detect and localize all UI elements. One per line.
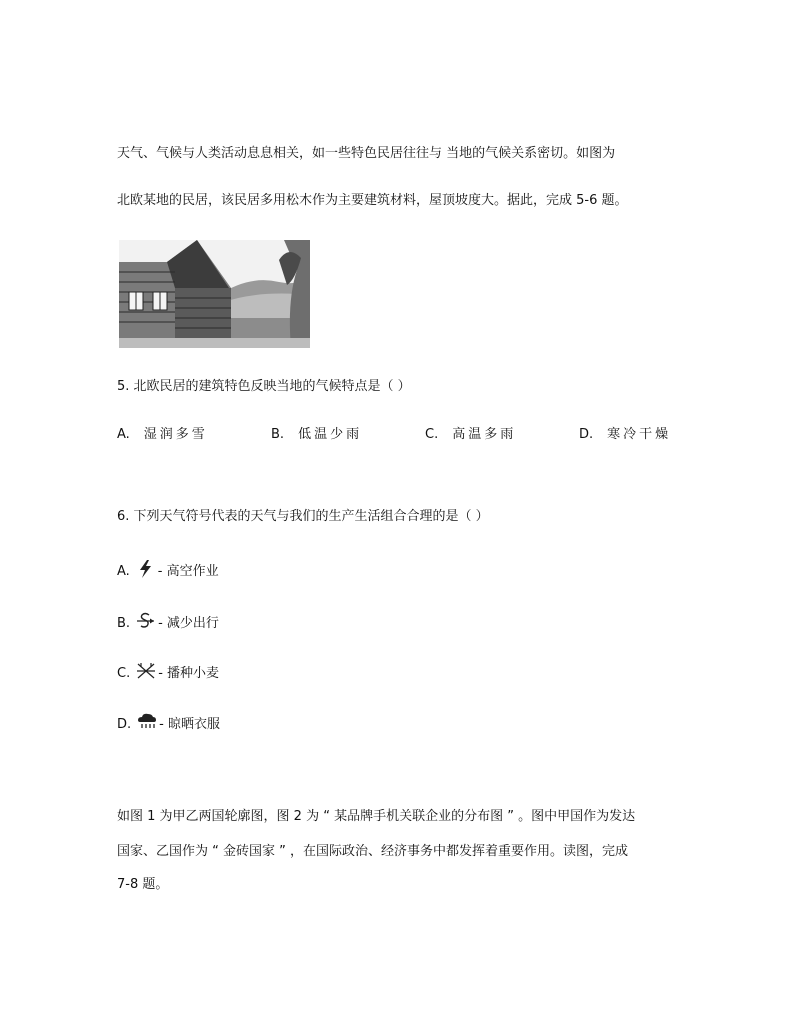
- nordic-house-photo: [119, 240, 310, 348]
- option-label: C.: [117, 666, 131, 681]
- q5-option-a[interactable]: [117, 426, 208, 444]
- intro2-line-3: 7-8 题。: [117, 877, 169, 892]
- option-text: 寒冷干燥: [607, 427, 672, 442]
- option-text: 湿润多雪: [143, 427, 208, 442]
- option-text: 低温少雨: [298, 427, 363, 442]
- q6-option-c[interactable]: [117, 662, 219, 683]
- frost-icon: [136, 662, 156, 680]
- option-text: - 晾晒衣服: [159, 717, 220, 732]
- q5-option-c[interactable]: [425, 426, 516, 444]
- option-text: - 播种小麦: [158, 666, 220, 681]
- sandstorm-icon: [136, 612, 156, 630]
- option-label: B.: [117, 616, 131, 631]
- option-text: - 高空作业: [157, 564, 219, 579]
- option-label: B.: [271, 427, 285, 442]
- option-label: C.: [425, 427, 439, 442]
- q6-option-a[interactable]: [117, 560, 219, 581]
- option-text: 高温多雨: [452, 427, 517, 442]
- intro-line-2: 北欧某地的民居，该民居多用松木作为主要建筑材料，屋顶坡度大。据此，完成 5-6 题。: [117, 193, 628, 208]
- rain-cloud-icon: [137, 713, 157, 731]
- q5-option-b[interactable]: [271, 426, 362, 444]
- q5-option-d[interactable]: [579, 426, 671, 444]
- q6-option-d[interactable]: [117, 713, 220, 734]
- thunderstorm-icon: [136, 560, 156, 578]
- q6-option-b[interactable]: [117, 612, 219, 633]
- option-label: A.: [117, 427, 130, 442]
- option-label: A.: [117, 564, 130, 579]
- intro-line-1: 天气、气候与人类活动息息相关，如一些特色民居往往与 当地的气候关系密切。如图为: [117, 146, 616, 161]
- option-label: D.: [117, 717, 132, 732]
- q5-stem: 5. 北欧民居的建筑特色反映当地的气候特点是（ ）: [117, 379, 411, 394]
- option-text: - 减少出行: [158, 616, 219, 631]
- intro2-line-1: 如图 1 为甲乙两国轮廓图，图 2 为 “ 某品牌手机关联企业的分布图 ” 。图中甲国作为发达: [117, 809, 636, 824]
- q6-stem: 6. 下列天气符号代表的天气与我们的生产生活组合合理的是（ ）: [117, 509, 489, 524]
- option-label: D.: [579, 427, 594, 442]
- intro2-line-2: 国家、乙国作为 “ 金砖国家 ” ，在国际政治、经济事务中都发挥着重要作用。读图，完成: [117, 844, 628, 859]
